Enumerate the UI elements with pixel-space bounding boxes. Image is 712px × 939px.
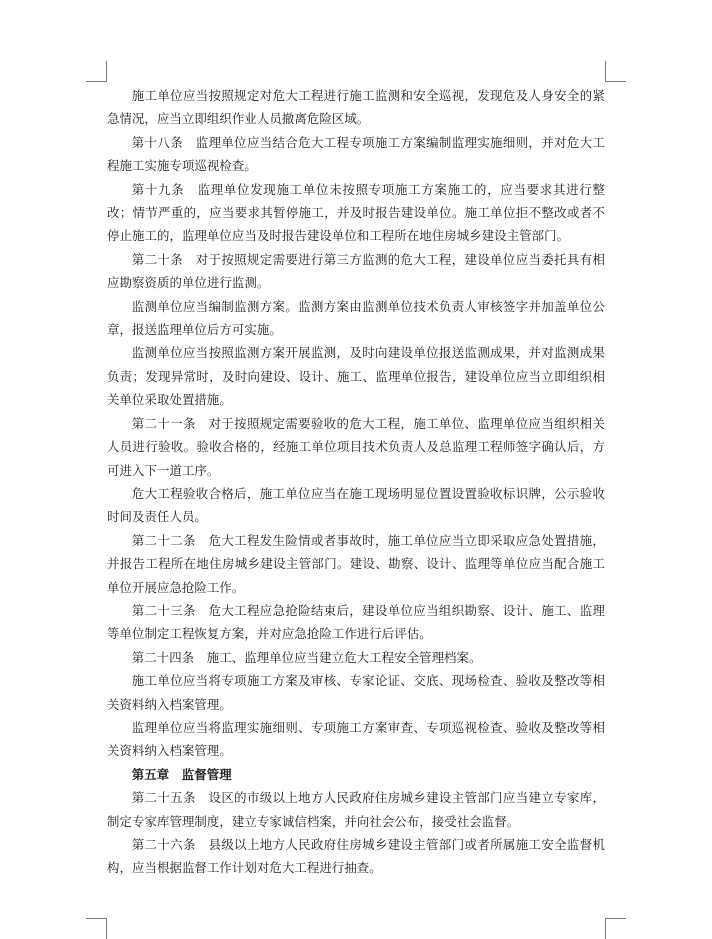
chapter-5-heading: 第五章 监督管理: [131, 766, 232, 782]
paragraph-supervision-archive: 监理单位应当将监理实施细则、专项施工方案审查、专项巡视检查、验收及整改等相关资料纳入档案管理。: [107, 719, 605, 759]
crop-mark-bottom-left: [86, 918, 107, 939]
document-body: [107, 84, 605, 880]
article-19: 第十九条 监理单位发现施工单位未按照专项施工方案施工的，应当要求其进行整改；情节严重的，应当要求其暂停施工，并及时报告建设单位。施工单位拒不整改或者不停止施工的，监理单位应当及时报告建设单位和工程所在地住房城乡建设主管部门。: [107, 181, 605, 244]
article-25: 第二十五条 设区的市级以上地方人民政府住房城乡建设主管部门应当建立专家库，制定专家库管理制度，建立专家诚信档案，并向社会公布，接受社会监督。: [107, 790, 605, 829]
crop-mark-top-right: [605, 61, 626, 82]
paragraph-acceptance-sign: 危大工程验收合格后，施工单位应当在施工现场明显位置设置验收标识牌，公示验收时间及责任人员。: [107, 485, 605, 525]
article-23: 第二十三条 危大工程应急抢险结束后，建设单位应当组织勘察、设计、施工、监理等单位制定工程恢复方案，并对应急抢险工作进行后评估。: [107, 602, 605, 642]
paragraph-monitoring: 施工单位应当按照规定对危大工程进行施工监测和安全巡视，发现危及人身安全的紧急情况，应当立即组织作业人员撤离危险区域。: [107, 88, 605, 127]
article-24: 第二十四条 施工、监理单位应当建立危大工程安全管理档案。: [131, 649, 482, 665]
crop-mark-bottom-right: [605, 918, 626, 939]
crop-mark-top-left: [86, 61, 107, 82]
article-22: 第二十二条 危大工程发生险情或者事故时，施工单位应当立即采取应急处置措施，并报告工程所在地住房城乡建设主管部门。建设、勘察、设计、监理等单位应当配合施工单位开展应急抢险工作。: [107, 532, 605, 595]
article-21: 第二十一条 对于按照规定需要验收的危大工程，施工单位、监理单位应当组织相关人员进行验收。验收合格的，经施工单位项目技术负责人及总监理工程师签字确认后，方可进入下一道工序。: [107, 415, 605, 478]
paragraph-monitoring-execution: 监测单位应当按照监测方案开展监测，及时向建设单位报送监测成果，并对监测成果负责；发现异常时，及时向建设、设计、施工、监理单位报告，建设单位应当立即组织相关单位采取处置措施。: [107, 345, 605, 408]
article-18: 第十八条 监理单位应当结合危大工程专项施工方案编制监理实施细则，并对危大工程施工实施专项巡视检查。: [107, 134, 605, 174]
article-26: 第二十六条 县级以上地方人民政府住房城乡建设主管部门或者所属施工安全监督机构，应当根据监督工作计划对危大工程进行抽查。: [107, 837, 605, 876]
paragraph-construction-archive: 施工单位应当将专项施工方案及审核、专家论证、交底、现场检查、验收及整改等相关资料纳入档案管理。: [107, 673, 605, 712]
paragraph-monitoring-plan: 监测单位应当编制监测方案。监测方案由监测单位技术负责人审核签字并加盖单位公章，报送监理单位后方可实施。: [107, 298, 605, 338]
article-20: 第二十条 对于按照规定需要进行第三方监测的危大工程，建设单位应当委托具有相应勘察资质的单位进行监测。: [107, 251, 605, 291]
